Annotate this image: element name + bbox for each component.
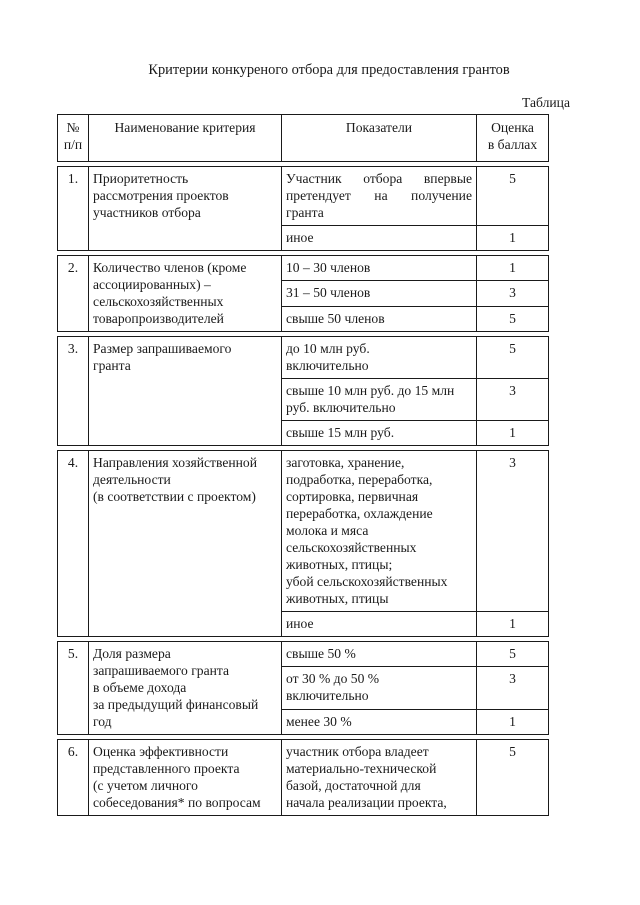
indicator-cell: заготовка, хранение, подработка, переработка, сортировка, первичная переработка, охлаждение молока и мяса сельскохозяйственных животных, птицы; убой сельскохозяйственных животных, птицы xyxy=(282,451,477,612)
indicator-cell: иное xyxy=(282,226,477,251)
criterion-number: 6. xyxy=(58,740,89,816)
criterion-name: Доля размера запрашиваемого гранта в объеме дохода за предыдущий финансовый год xyxy=(89,642,282,735)
header-score: Оценка в баллах xyxy=(477,115,549,162)
score-cell: 5 xyxy=(477,337,549,379)
score-cell: 1 xyxy=(477,612,549,637)
criterion-name: Направления хозяйственной деятельности (в соответствии с проектом) xyxy=(89,451,282,637)
header-indicators: Показатели xyxy=(282,115,477,162)
criterion-number: 1. xyxy=(58,167,89,251)
indicator-cell: участник отбора владеет материально-технической базой, достаточной для начала реализации проекта, xyxy=(282,740,477,816)
score-cell: 3 xyxy=(477,667,549,709)
indicator-cell: Участник отбора впервые претендует на получение гранта xyxy=(282,167,477,226)
indicator-cell: иное xyxy=(282,612,477,637)
table-row xyxy=(58,740,549,816)
indicator-cell: 31 – 50 членов xyxy=(282,281,477,306)
table-row xyxy=(58,642,549,667)
criterion-number: 2. xyxy=(58,256,89,332)
criterion-number: 5. xyxy=(58,642,89,735)
indicator-cell: свыше 15 млн руб. xyxy=(282,421,477,446)
criterion-name: Размер запрашиваемого гранта xyxy=(89,337,282,446)
indicator-cell: от 30 % до 50 % включительно xyxy=(282,667,477,709)
criterion-name: Оценка эффективности представленного проекта (с учетом личного собеседования* по вопросам xyxy=(89,740,282,816)
score-cell: 1 xyxy=(477,421,549,446)
criterion-name: Приоритетность рассмотрения проектов участников отбора xyxy=(89,167,282,251)
indicator-cell: свыше 50 членов xyxy=(282,306,477,331)
score-cell: 5 xyxy=(477,642,549,667)
table-row xyxy=(58,167,549,226)
indicator-cell: до 10 млн руб. включительно xyxy=(282,337,477,379)
indicator-cell: менее 30 % xyxy=(282,709,477,734)
table-header-row xyxy=(58,115,549,162)
header-num: № п/п xyxy=(58,115,89,162)
criterion-name: Количество членов (кроме ассоциированных) – сельскохозяйственных товаропроизводителей xyxy=(89,256,282,332)
score-cell: 3 xyxy=(477,451,549,612)
score-cell: 3 xyxy=(477,281,549,306)
indicator-cell: свыше 50 % xyxy=(282,642,477,667)
score-cell: 1 xyxy=(477,709,549,734)
score-cell: 3 xyxy=(477,379,549,421)
table-row xyxy=(58,256,549,281)
criteria-table xyxy=(57,114,549,816)
score-cell: 5 xyxy=(477,167,549,226)
indicator-cell: 10 – 30 членов xyxy=(282,256,477,281)
criterion-number: 4. xyxy=(58,451,89,637)
table-row xyxy=(58,451,549,612)
score-cell: 1 xyxy=(477,226,549,251)
document-title: Критерии конкуреного отбора для предоставления грантов xyxy=(148,62,510,78)
header-criterion: Наименование критерия xyxy=(89,115,282,162)
score-cell: 5 xyxy=(477,306,549,331)
table-label: Таблица xyxy=(522,95,570,110)
score-cell: 1 xyxy=(477,256,549,281)
indicator-cell: свыше 10 млн руб. до 15 млн руб. включительно xyxy=(282,379,477,421)
table-row xyxy=(58,337,549,379)
criterion-number: 3. xyxy=(58,337,89,446)
score-cell: 5 xyxy=(477,740,549,816)
